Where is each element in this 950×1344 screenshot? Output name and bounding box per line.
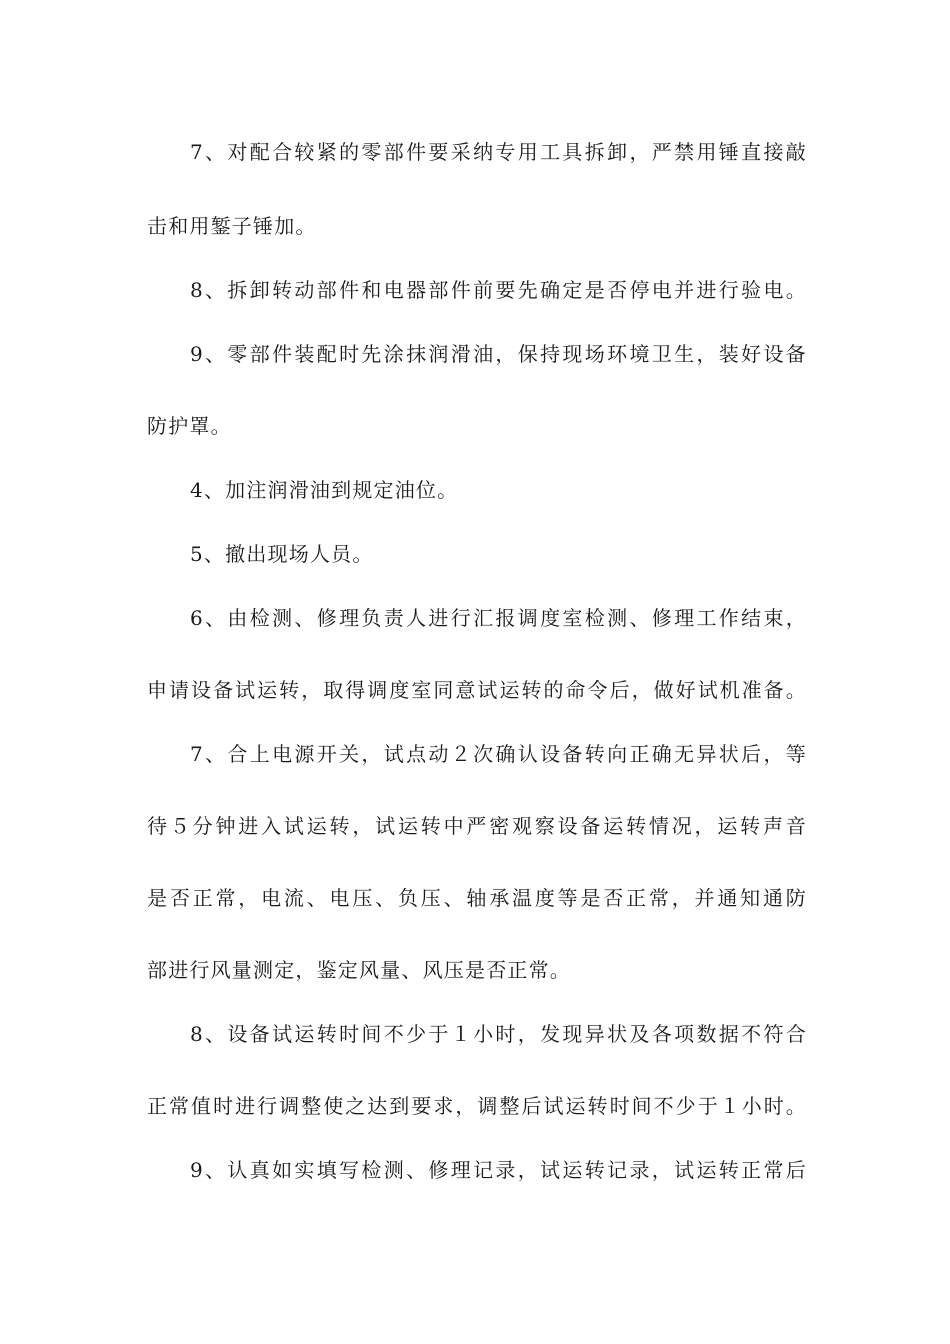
paragraph-line: 7、合上电源开关，试点动２次确认设备转向正确无异状后，等 [190, 742, 807, 766]
paragraph-line: 8、设备试运转时间不少于１小时，发现异状及各项数据不符合 [190, 1022, 807, 1046]
paragraph-line: 正常值时进行调整使之达到要求，调整后试运转时间不少于１小时。 [147, 1094, 807, 1118]
paragraph-line: 7、对配合较紧的零部件要采纳专用工具拆卸，严禁用锤直接敲 [190, 140, 807, 164]
paragraph-line: 6、由检测、修理负责人进行汇报调度室检测、修理工作结束， [190, 606, 807, 630]
paragraph-line: 击和用錾子锤加。 [147, 214, 317, 238]
paragraph-line: 防护罩。 [147, 414, 232, 438]
paragraph-line: 9、认真如实填写检测、修理记录，试运转记录，试运转正常后 [190, 1158, 807, 1182]
paragraph-line: 申请设备试运转，取得调度室同意试运转的命令后，做好试机准备。 [147, 678, 807, 702]
paragraph-line: 待５分钟进入试运转，试运转中严密观察设备运转情况，运转声音 [147, 814, 807, 838]
paragraph-line: 5、撤出现场人员。 [190, 542, 374, 566]
paragraph-line: 4、加注润滑油到规定油位。 [190, 478, 459, 502]
paragraph-line: 是否正常，电流、电压、负压、轴承温度等是否正常，并通知通防 [147, 886, 807, 910]
paragraph-line: 9、零部件装配时先涂抹润滑油，保持现场环境卫生，装好设备 [190, 342, 807, 366]
paragraph-line: 部进行风量测定，鉴定风量、风压是否正常。 [147, 958, 571, 982]
paragraph-line: 8、拆卸转动部件和电器部件前要先确定是否停电并进行验电。 [190, 278, 807, 302]
